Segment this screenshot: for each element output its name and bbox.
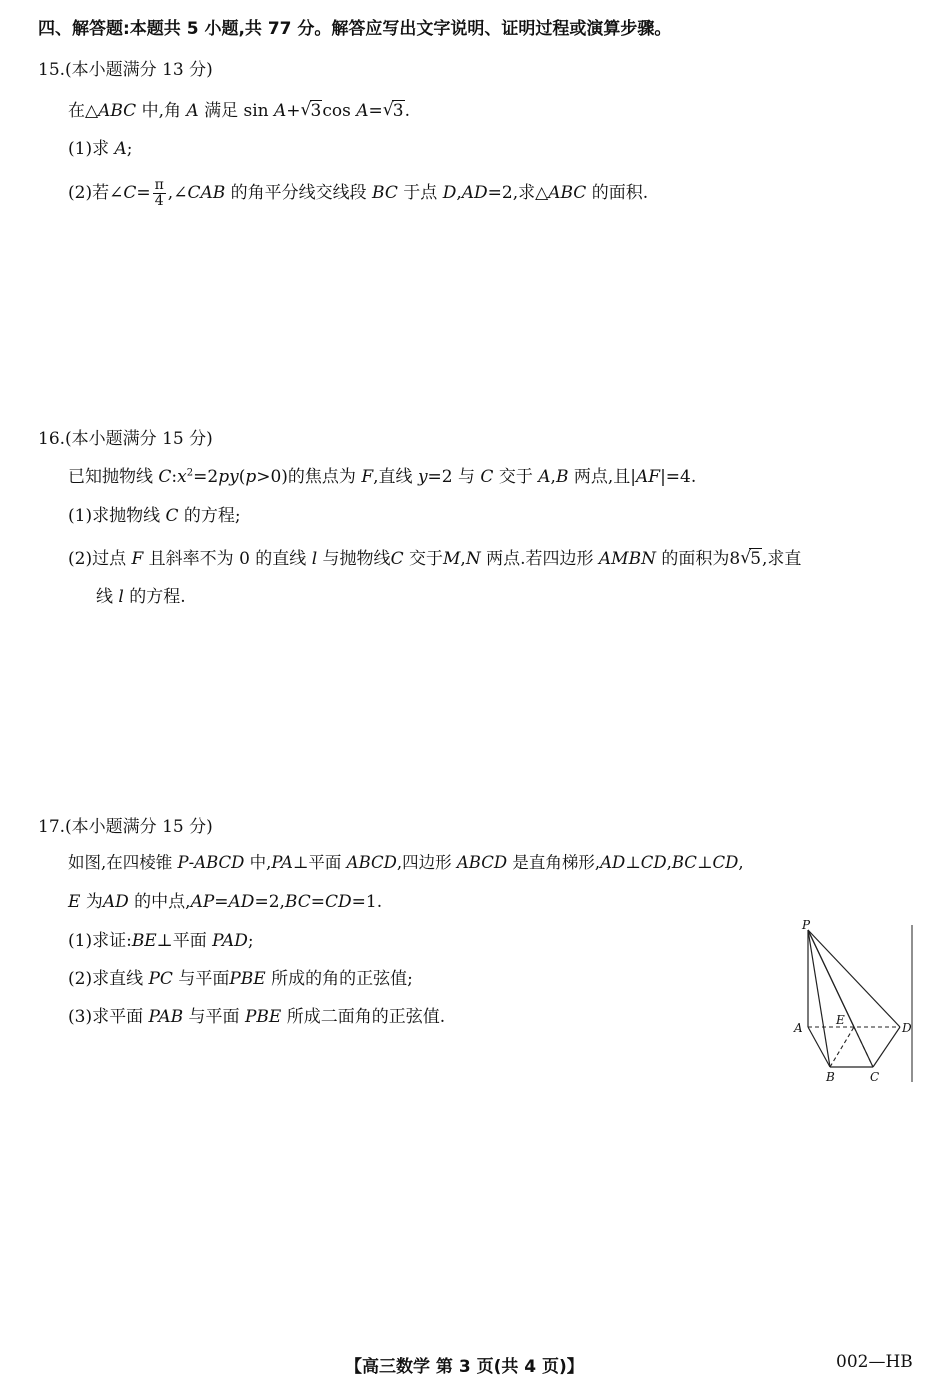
label-E: E [836, 1013, 845, 1027]
label-B: B [826, 1070, 835, 1084]
label-A: A [794, 1021, 803, 1035]
q16-header: 16.(本小题满分 15 分) [38, 429, 213, 449]
q15-part2: (2)若∠C= $\frac{\pi}{4}$ ,∠CAB 的角平分线交线段 BC 于点 D,AD=2,求△ABC 的面积. [68, 177, 649, 209]
edge-CD [873, 1027, 900, 1067]
edge-PE [808, 930, 854, 1027]
page-code: 002—HB [836, 1352, 913, 1372]
q16-part1: (1)求抛物线 C 的方程; [68, 506, 241, 526]
q17-part2: (2)求直线 PC 与平面PBE 所成的角的正弦值; [68, 969, 413, 989]
q16-stem: 已知抛物线 $C:x^2=2py(p>0)$的焦点为 F,直线 y=2 与 C 交于 A,B 两点,且|AF|=4. [68, 467, 697, 487]
q17-part3: (3)求平面 PAB 与平面 PBE 所成二面角的正弦值. [68, 1007, 446, 1027]
pyramid-figure [790, 920, 920, 1085]
q16-part2: (2)过点 F 且斜率不为 0 的直线 l 与抛物线C 交于M,N 两点.若四边形 AMBN 的面积为8√ 5,求直 [68, 544, 801, 569]
label-P: P [802, 920, 811, 932]
edge-BE-hidden [830, 1027, 854, 1067]
q16-part2-cont: 线 l 的方程. [96, 587, 186, 607]
q17-header: 17.(本小题满分 15 分) [38, 817, 213, 837]
label-C: C [870, 1070, 880, 1084]
q15-stem: 在△ABC 中,角 A 满足 sin A+√ 3cos A=√ 3. [68, 96, 410, 121]
q15-header: 15.(本小题满分 13 分) [38, 60, 213, 80]
q15-part1: (1)求 A; [68, 139, 133, 159]
section-heading: 四、解答题:本题共 5 小题,共 77 分。解答应写出文字说明、证明过程或演算步骤。 [38, 19, 672, 39]
page-footer: 【高三数学 第 3 页(共 4 页)】 [345, 1357, 584, 1377]
q17-stem-line2: E 为AD 的中点,AP=AD=2,BC=CD=1. [68, 892, 383, 912]
q17-part1: (1)求证:BE⊥平面 PAD; [68, 931, 254, 951]
label-D: D [902, 1021, 912, 1035]
q17-stem-line1: 如图,在四棱锥 P-ABCD 中,PA⊥平面 ABCD,四边形 ABCD 是直角梯形,AD⊥CD,BC⊥CD, [68, 853, 744, 872]
fraction-pi-over-4: $\frac{\pi}{4}$ [154, 177, 164, 209]
